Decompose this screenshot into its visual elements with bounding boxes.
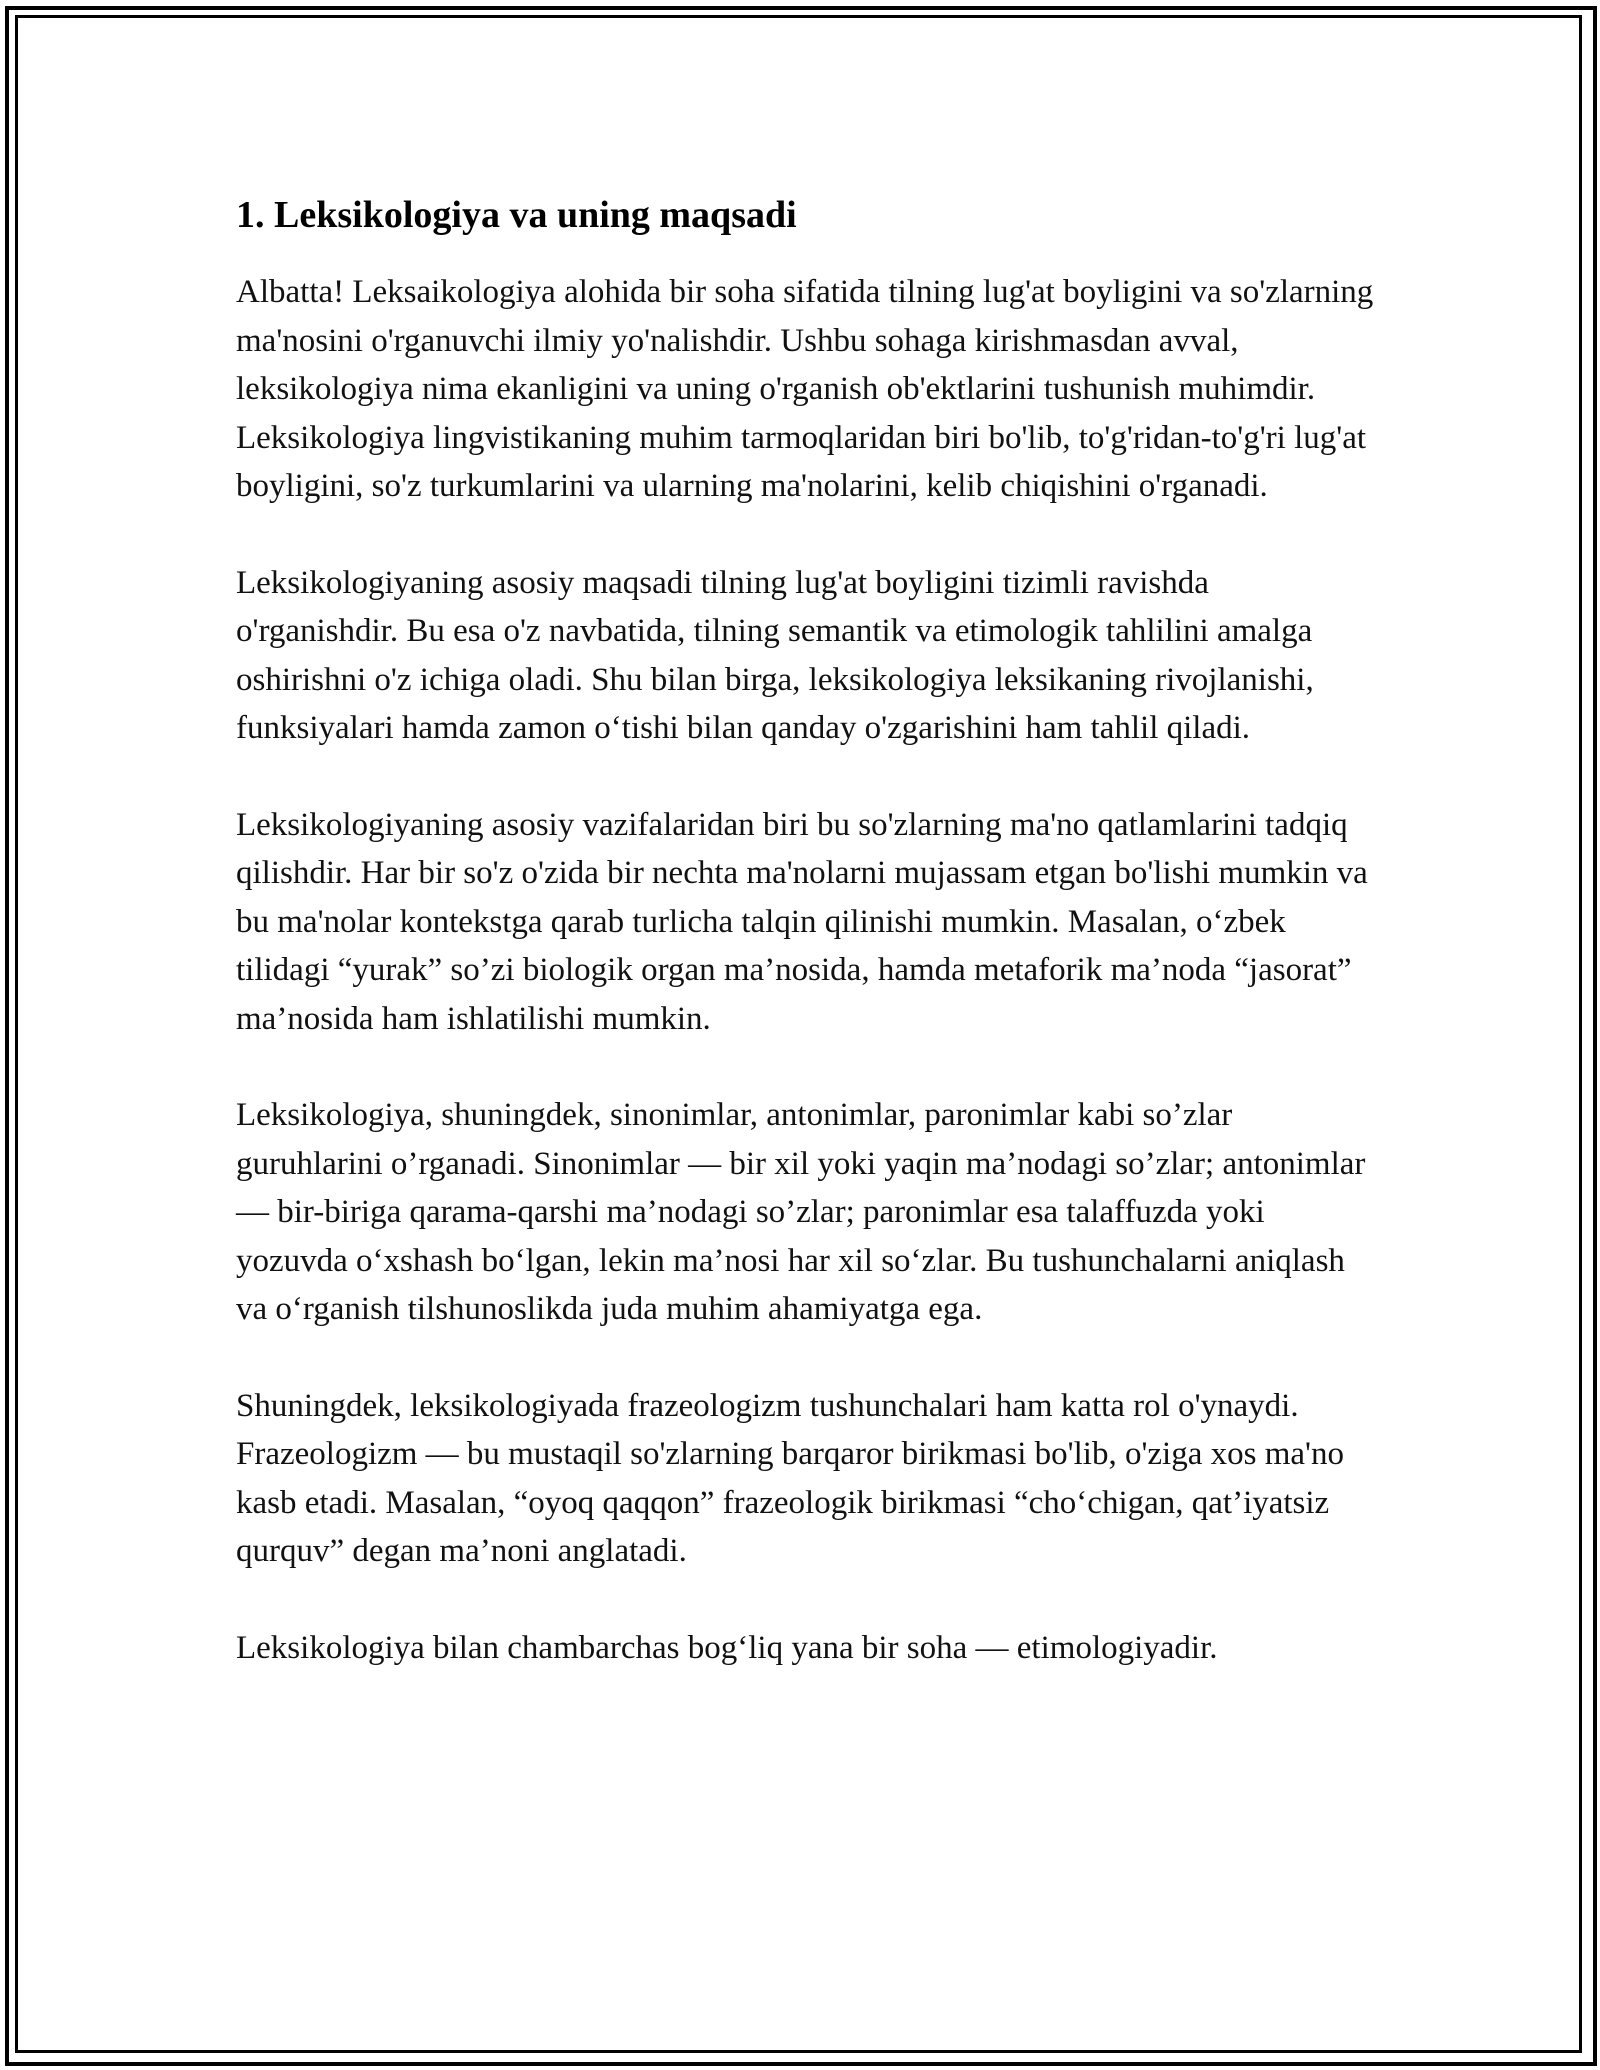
paragraph-phraseology: Shuningdek, leksikologiyada frazeologizm tushunchalari ham katta rol o'ynaydi. Frazeologizm — bu mustaqil so'zlarning barqaror birikmasi bo'lib, o'ziga xos ma'no kasb etadi. Masalan, “oyoq qaqqon” frazeologik birikmasi “cho‘chigan, qat’iyatsiz qurquv” degan ma’noni anglatadi.	[236, 1387, 1344, 1569]
paragraph-etymology: Leksikologiya bilan chambarchas bog‘liq yana bir soha — etimologiyadir.	[236, 1629, 1218, 1666]
paragraph-word-groups: Leksikologiya, shuningdek, sinonimlar, antonimlar, paronimlar kabi so’zlar guruhlarini o’rganadi. Sinonimlar — bir xil yoki yaqin ma’nodagi so’zlar; antonimlar — bir-biriga qarama-qarshi ma’nodagi so’zlar; paronimlar esa talaffuzda yoki yozuvda o‘xshash bo‘lgan, lekin ma’nosi har xil so‘zlar. Bu tushunchalarni aniqlash va o‘rganish tilshunoslikda juda muhim ahamiyatga ega.	[236, 1097, 1366, 1327]
paragraph-goal: Leksikologiyaning asosiy maqsadi tilning lug'at boyligini tizimli ravishda o'rganishdir. Bu esa o'z navbatida, tilning semantik va etimologik tahlilini amalga oshirishni o'z ichiga oladi. Shu bilan birga, leksikologiya leksikaning rivojlanishi, funksiyalari hamda zamon o‘tishi bilan qanday o'zgarishini ham tahlil qiladi.	[236, 564, 1314, 746]
paragraph-meaning-layers: Leksikologiyaning asosiy vazifalaridan biri bu so'zlarning ma'no qatlamlarini tadqiq qilishdir. Har bir so'z o'zida bir nechta ma'nolarni mujassam etgan bo'lishi mumkin va bu ma'nolar kontekstga qarab turlicha talqin qilinishi mumkin. Masalan, o‘zbek tilidagi “yurak” so’zi biologik organ ma’nosida, hamda metaforik ma’noda “jasorat” ma’nosida ham ishlatilishi mumkin.	[236, 806, 1368, 1037]
section-heading: 1. Leksikologiya va uning maqsadi	[236, 194, 797, 236]
paragraph-intro: Albatta! Leksaikologiya alohida bir soha sifatida tilning lug'at boyligini va so'zlarning ma'nosini o'rganuvchi ilmiy yo'nalishdir. Ushbu sohaga kirishmasdan avval, leksikologiya nima ekanligini va uning o'rganish ob'ektlarini tushunish muhimdir. Leksikologiya lingvistikaning muhim tarmoqlaridan biri bo'lib, to'g'ridan-to'g'ri lug'at boyligini, so'z turkumlarini va ularning ma'nolarini, kelib chiqishini o'rganadi.	[236, 274, 1374, 504]
document-body	[236, 184, 1376, 1672]
